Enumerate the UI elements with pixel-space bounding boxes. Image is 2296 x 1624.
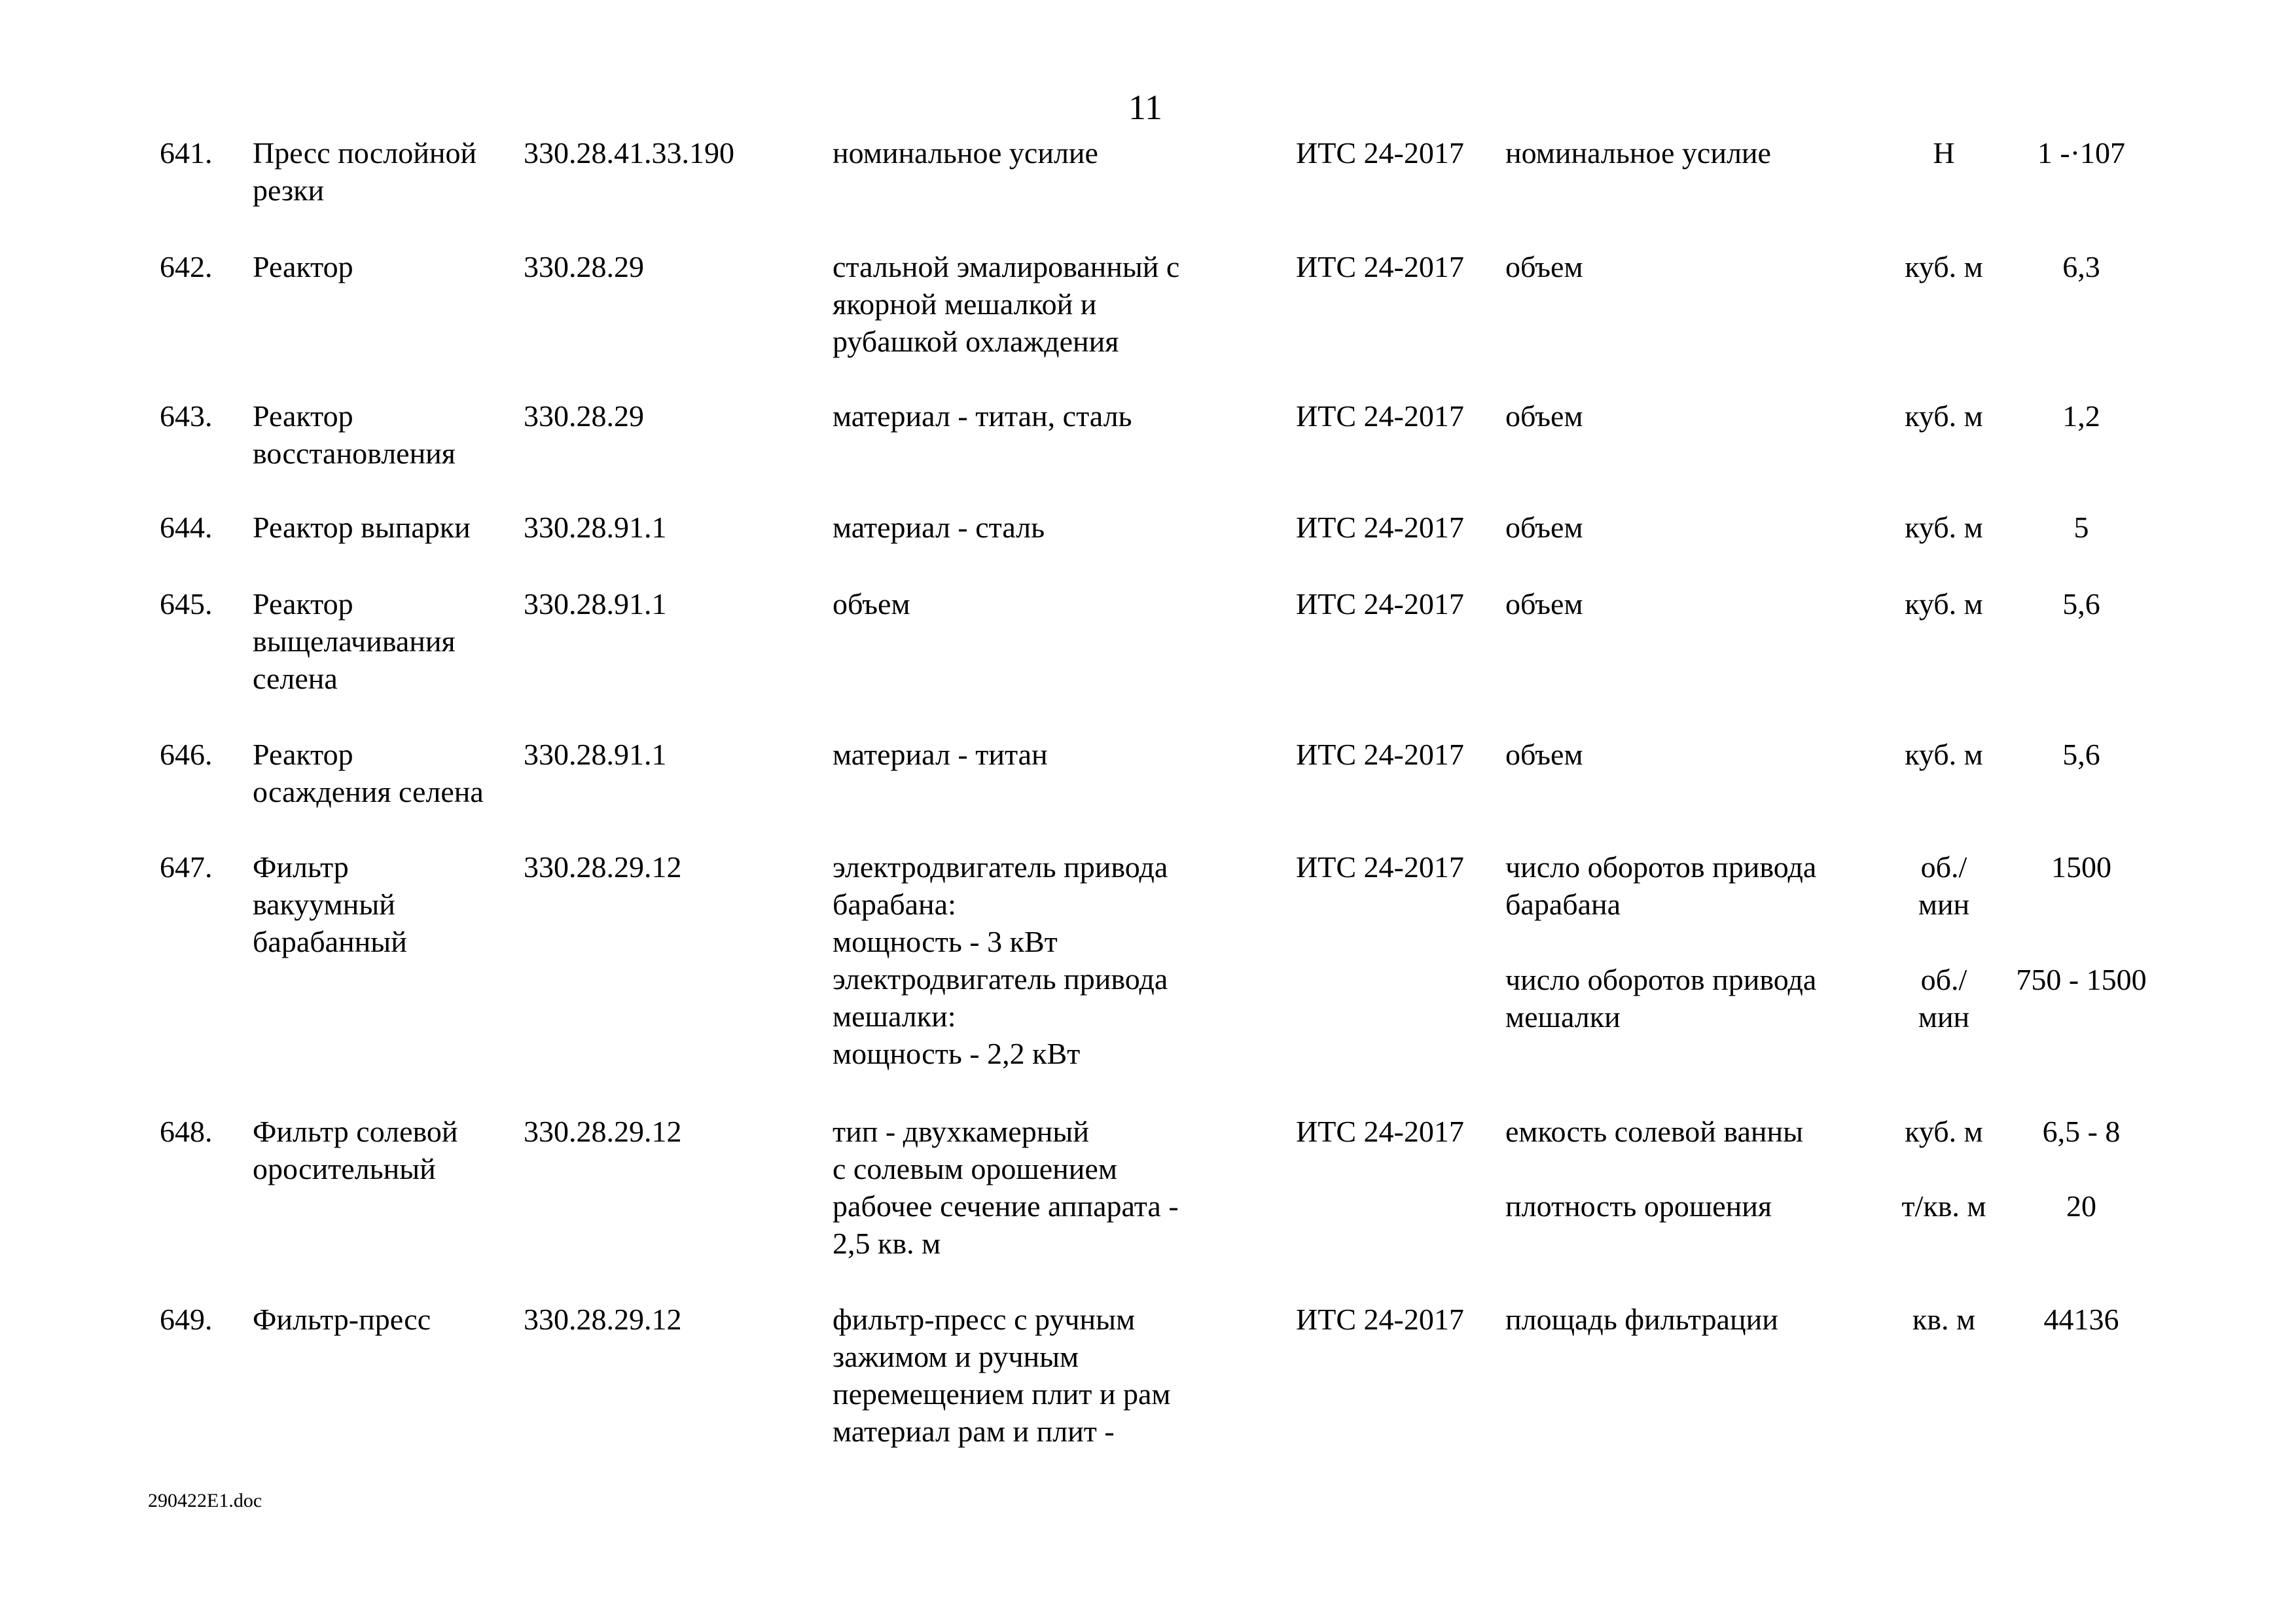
classifier-code: 330.28.91.1 <box>524 738 667 771</box>
row-number: 646. <box>160 738 213 771</box>
parameter-unit: куб. м <box>1905 587 1983 621</box>
parameter-name: объем <box>1505 250 1583 283</box>
parameter-value: 5,6 <box>2062 738 2100 771</box>
equipment-description: фильтр-пресс с ручным зажимом и ручным перемещением плит и рам материал рам и плит - <box>833 1303 1171 1448</box>
standard-reference: ИТС 24-2017 <box>1296 511 1464 544</box>
row-number: 647. <box>160 850 213 884</box>
classifier-code: 330.28.29.12 <box>524 1115 682 1148</box>
parameter-unit: куб. м <box>1905 250 1983 283</box>
standard-reference: ИТС 24-2017 <box>1296 738 1464 771</box>
row-number: 648. <box>160 1115 213 1148</box>
equipment-name: Пресс послойной резки <box>253 136 477 207</box>
classifier-code: 330.28.41.33.190 <box>524 136 734 170</box>
equipment-description: материал - сталь <box>833 511 1045 544</box>
parameter-name: емкость солевой ванны <box>1505 1115 1804 1148</box>
parameter-name: объем <box>1505 399 1583 433</box>
parameter-value: 44136 <box>2043 1303 2119 1336</box>
equipment-name: Реактор <box>253 250 353 283</box>
parameter-name: число оборотов привода мешалки <box>1505 963 1817 1034</box>
classifier-code: 330.28.29.12 <box>524 850 682 884</box>
parameter-unit: куб. м <box>1905 1115 1983 1148</box>
parameter-unit: об./ мин <box>1918 963 1970 1034</box>
row-number: 642. <box>160 250 213 283</box>
equipment-description: материал - титан <box>833 738 1048 771</box>
parameter-unit: куб. м <box>1905 738 1983 771</box>
parameter-name: число оборотов привода барабана <box>1505 850 1817 921</box>
equipment-name: Фильтр солевой оросительный <box>253 1115 458 1185</box>
parameter-value: 5,6 <box>2062 587 2100 621</box>
parameter-name: плотность орошения <box>1505 1189 1772 1223</box>
classifier-code: 330.28.29 <box>524 250 644 283</box>
row-number: 641. <box>160 136 213 170</box>
equipment-name: Реактор выщелачивания селена <box>253 587 456 695</box>
row-number: 649. <box>160 1303 213 1336</box>
parameter-value: 6,5 - 8 <box>2042 1115 2121 1148</box>
parameter-unit: т/кв. м <box>1901 1189 1986 1223</box>
standard-reference: ИТС 24-2017 <box>1296 587 1464 621</box>
classifier-code: 330.28.91.1 <box>524 511 667 544</box>
equipment-description: номинальное усилие <box>833 136 1098 170</box>
equipment-name: Фильтр-пресс <box>253 1303 431 1336</box>
equipment-description: электродвигатель привода барабана: мощность - 3 кВт электродвигатель привода мешалки: мощность - 2,2 кВт <box>833 850 1168 1070</box>
parameter-unit: Н <box>1933 136 1955 170</box>
parameter-value: 750 - 1500 <box>2016 963 2147 996</box>
parameter-unit: куб. м <box>1905 511 1983 544</box>
row-number: 643. <box>160 399 213 433</box>
classifier-code: 330.28.29.12 <box>524 1303 682 1336</box>
equipment-name: Реактор осаждения селена <box>253 738 484 808</box>
parameter-name: объем <box>1505 738 1583 771</box>
classifier-code: 330.28.91.1 <box>524 587 667 621</box>
footer-filename: 290422E1.doc <box>148 1490 262 1511</box>
parameter-name: номинальное усилие <box>1505 136 1771 170</box>
standard-reference: ИТС 24-2017 <box>1296 136 1464 170</box>
standard-reference: ИТС 24-2017 <box>1296 1303 1464 1336</box>
equipment-description: объем <box>833 587 910 621</box>
row-number: 645. <box>160 587 213 621</box>
parameter-unit: кв. м <box>1912 1303 1976 1336</box>
standard-reference: ИТС 24-2017 <box>1296 850 1464 884</box>
equipment-name: Реактор выпарки <box>253 511 471 544</box>
parameter-value: 20 <box>2066 1189 2096 1223</box>
parameter-name: объем <box>1505 587 1583 621</box>
parameter-value: 6,3 <box>2062 250 2100 283</box>
parameter-name: объем <box>1505 511 1583 544</box>
parameter-value: 1500 <box>2051 850 2111 884</box>
row-number: 644. <box>160 511 213 544</box>
parameter-unit: куб. м <box>1905 399 1983 433</box>
parameter-name: площадь фильтрации <box>1505 1303 1778 1336</box>
parameter-value: 5 <box>2073 511 2089 544</box>
parameter-value: 1,2 <box>2062 399 2100 433</box>
standard-reference: ИТС 24-2017 <box>1296 1115 1464 1148</box>
equipment-description: тип - двухкамерный с солевым орошением рабочее сечение аппарата - 2,5 кв. м <box>833 1115 1179 1260</box>
classifier-code: 330.28.29 <box>524 399 644 433</box>
page-number: 11 <box>1128 88 1162 127</box>
parameter-value: 1 -·107 <box>2037 136 2126 170</box>
equipment-description: стальной эмалированный с якорной мешалкой и рубашкой охлаждения <box>833 250 1180 358</box>
equipment-name: Фильтр вакуумный барабанный <box>253 850 407 958</box>
equipment-name: Реактор восстановления <box>253 399 456 470</box>
parameter-unit: об./ мин <box>1918 850 1970 921</box>
standard-reference: ИТС 24-2017 <box>1296 250 1464 283</box>
standard-reference: ИТС 24-2017 <box>1296 399 1464 433</box>
equipment-description: материал - титан, сталь <box>833 399 1132 433</box>
